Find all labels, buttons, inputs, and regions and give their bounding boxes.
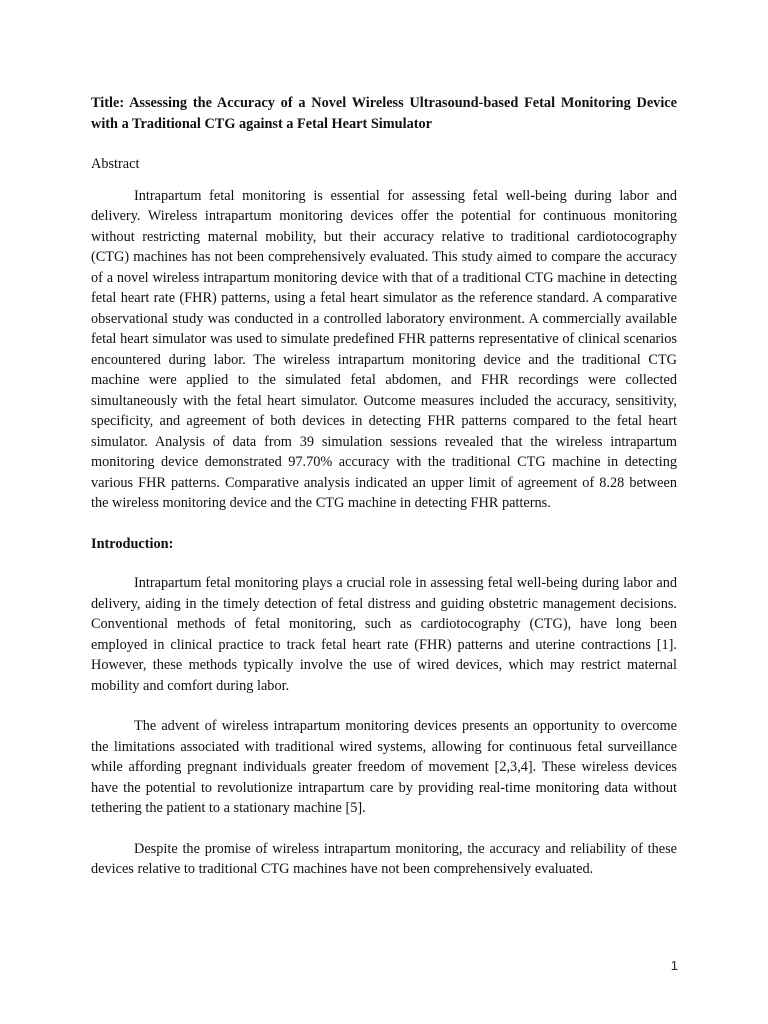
document-page bbox=[91, 93, 677, 880]
intro-paragraph-1: Intrapartum fetal monitoring plays a crucial role in assessing fetal well-being during labor and delivery, aiding in the timely detection of fetal distress and guiding obstetric management decisions. Conventional methods of fetal monitoring, such as cardiotocography (CTG), have long been employed in clinical practice to track fetal heart rate (FHR) patterns and uterine contractions [1]. However, these methods typically involve the use of wired devices, which may restrict maternal mobility and comfort during labor. bbox=[91, 575, 677, 694]
intro-paragraph-2: The advent of wireless intrapartum monitoring devices presents an opportunity to overcome the limitations associated with traditional wired systems, allowing for continuous fetal surveillance while affording pregnant individuals greater freedom of movement [2,3,4]. These wireless devices have the potential to revolutionize intrapartum care by providing real-time monitoring data without tethering the patient to a stationary machine [5]. bbox=[91, 718, 677, 816]
abstract-paragraph: Intrapartum fetal monitoring is essential for assessing fetal well-being during labor and delivery. Wireless intrapartum monitoring devices offer the potential for continuous monitoring without restricting maternal mobility, but their accuracy relative to traditional cardiotocography (CTG) machines has not been comprehensively evaluated. This study aimed to compare the accuracy of a novel wireless intrapartum monitoring device with that of a traditional CTG machine in detecting fetal heart rate (FHR) patterns, using a fetal heart simulator as the reference standard. A comparative observational study was conducted in a controlled laboratory environment. A commercially available fetal heart simulator was used to simulate predefined FHR patterns representative of clinical scenarios encountered during labor. The wireless intrapartum monitoring device and the traditional CTG machine were applied to the simulated fetal abdomen, and FHR recordings were collected simultaneously with the fetal heart simulator. Outcome measures included the accuracy, sensitivity, specificity, and agreement of both devices in detecting FHR patterns compared to the fetal heart simulator. Analysis of data from 39 simulation sessions revealed that the wireless intrapartum monitoring device demonstrated 97.70% accuracy with the traditional CTG machine in detecting various FHR patterns. Comparative analysis indicated an upper limit of agreement of 8.28 between the wireless monitoring device and the CTG machine in detecting FHR patterns. bbox=[91, 187, 677, 511]
page-number: 1 bbox=[670, 958, 678, 973]
intro-paragraph-3: Despite the promise of wireless intrapartum monitoring, the accuracy and reliability of these devices relative to traditional CTG machines have not been comprehensively evaluated. bbox=[91, 840, 677, 877]
paper-title: Title: Assessing the Accuracy of a Novel Wireless Ultrasound-based Fetal Monitoring Device with a Traditional CTG against a Fetal Heart Simulator bbox=[91, 95, 677, 132]
abstract-heading: Abstract bbox=[91, 156, 140, 172]
introduction-heading: Introduction: bbox=[91, 535, 174, 552]
